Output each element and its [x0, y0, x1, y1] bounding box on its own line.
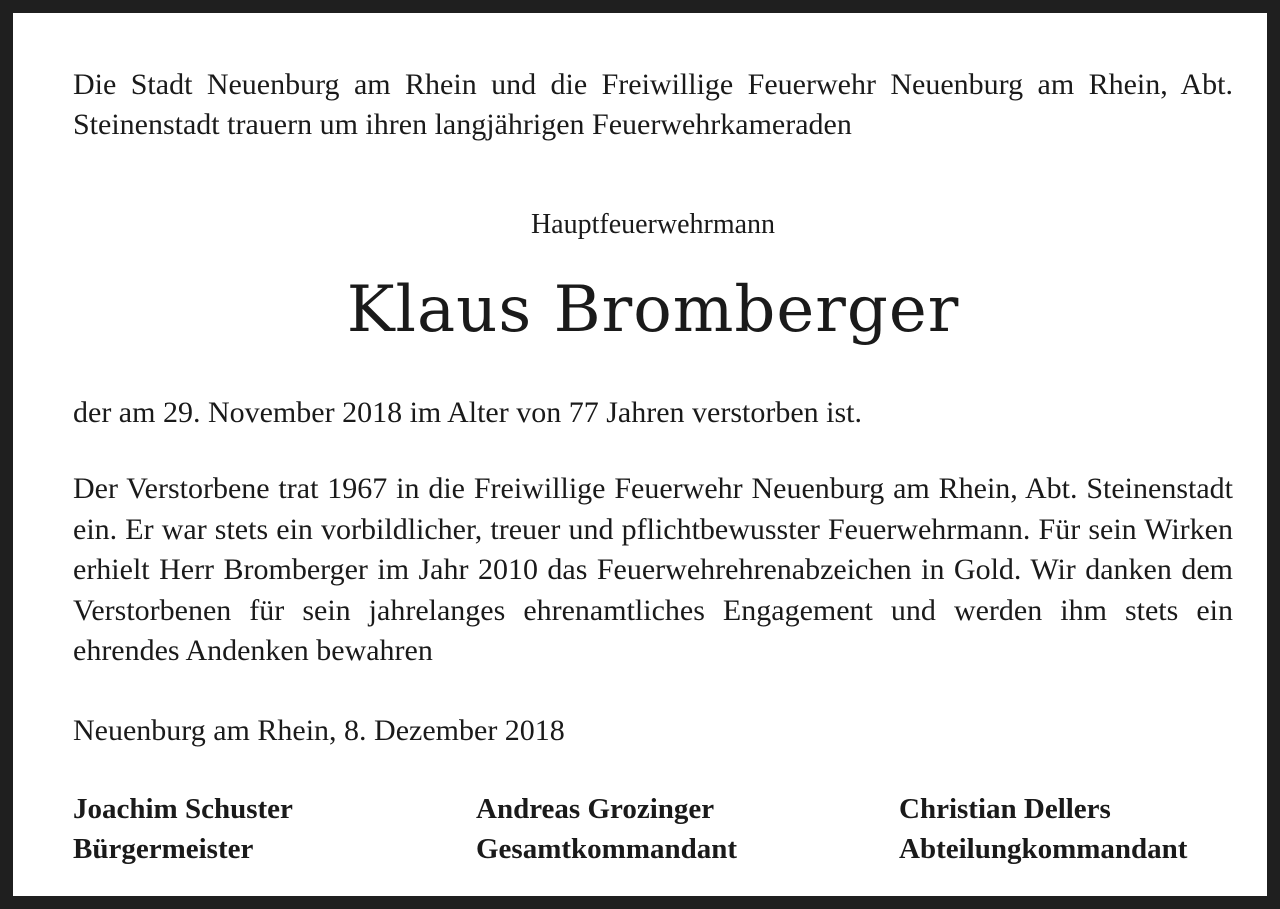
signatory-title: Bürgermeister [73, 833, 254, 865]
signatory-title: Gesamtkommandant [476, 833, 738, 865]
place-date: Neuenburg am Rhein, 8. Dezember 2018 [73, 714, 565, 747]
signatory-division-commander [899, 789, 1187, 869]
obituary-content [73, 65, 1233, 865]
signatory-name: Joachim Schuster [73, 793, 293, 825]
intro-text: Die Stadt Neuenburg am Rhein und die Freiwillige Feuerwehr Neuenburg am Rhein, Abt. Steinenstadt trauern um ihren langjährigen Feuerwehrkameraden [73, 68, 1233, 141]
tribute-text: Der Verstorbene trat 1967 in die Freiwillige Feuerwehr Neuenburg am Rhein, Abt. Steinenstadt ein. Er war stets ein vorbildlicher, treuer und pflichtbewusster Feuerwehrmann. Für sein Wirken erhielt Herr Bromberger im Jahr 2010 das Feuerwehrehrenabzeichen in Gold. Wir danken dem Verstorbenen für sein jahrelanges ehrenamtliches Engagement und werden ihm stets ein ehrendes Andenken bewahren [73, 472, 1233, 667]
signatory-name: Andreas Grozinger [476, 793, 715, 825]
signatory-name: Christian Dellers [899, 793, 1111, 825]
signatory-mayor [73, 789, 293, 869]
signatory-chief-commander [476, 789, 737, 869]
death-line: der am 29. November 2018 im Alter von 77 Jahren verstorben ist. [73, 396, 862, 429]
signatory-title: Abteilungkommandant [899, 833, 1188, 865]
deceased-name: Klaus Bromberger [346, 273, 960, 347]
signatories [73, 789, 1233, 879]
rank-title: Hauptfeuerwehrmann [530, 209, 776, 240]
